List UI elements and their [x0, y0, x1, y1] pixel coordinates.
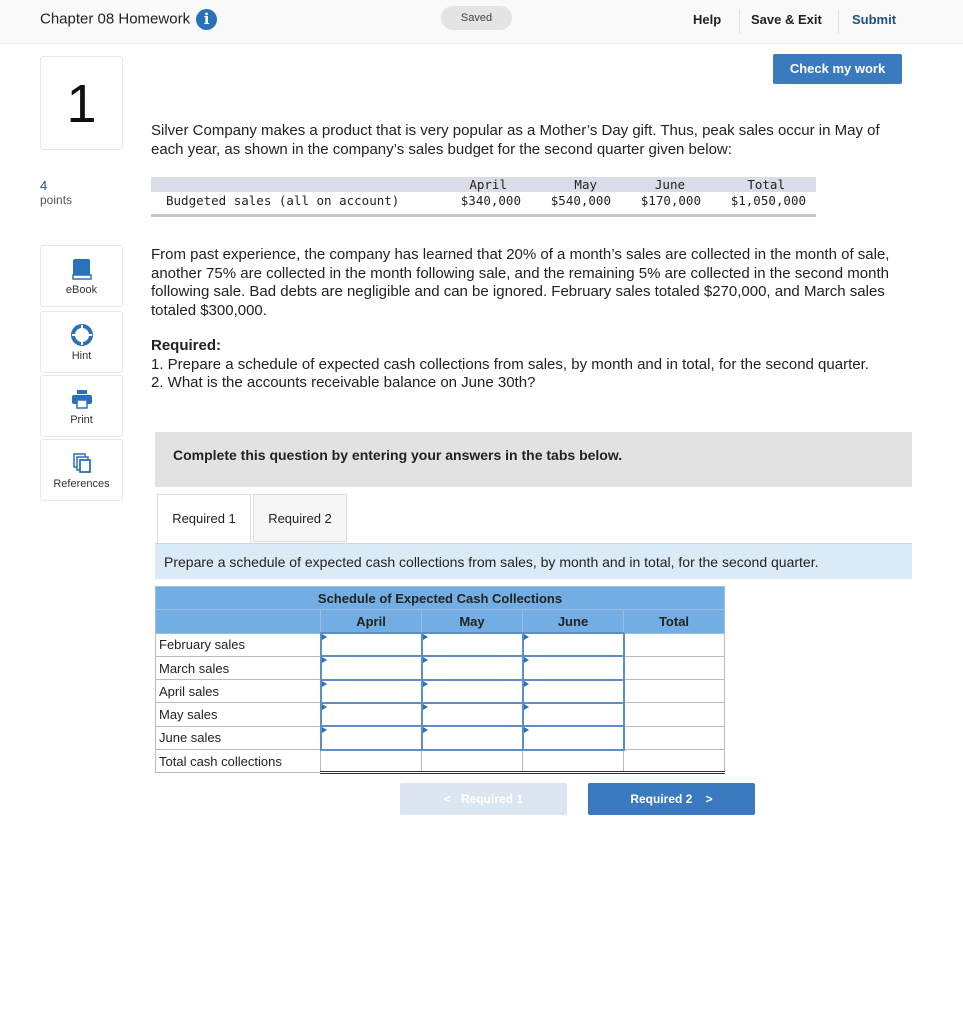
divider — [838, 10, 839, 34]
input-cell — [321, 703, 422, 726]
table-row — [156, 726, 725, 749]
row-label: May sales — [156, 703, 321, 726]
april-input[interactable] — [322, 681, 421, 702]
collection-text: From past experience, the company has learned that 20% of a month’s sales are collected in the month of sale, another 75% are collected in the month following sale, and the remaining 5% are collected in the second month following sale. Bad debts are negligible and can be ignored. February sales totaled $270,000, and March sales totaled $300,000. — [151, 246, 890, 319]
budget-row-label: Budgeted sales (all on account) — [166, 193, 400, 208]
column-header: May — [422, 610, 523, 633]
input-cell — [422, 680, 523, 703]
book-icon — [72, 258, 92, 280]
info-icon[interactable]: i — [196, 9, 217, 30]
save-exit-link[interactable]: Save & Exit — [751, 12, 822, 27]
total-june-cell — [523, 750, 624, 773]
row-label: March sales — [156, 656, 321, 679]
budget-value: $1,050,000 — [730, 193, 806, 208]
input-cell — [523, 680, 624, 703]
print-button[interactable]: Print — [40, 375, 123, 437]
sales-budget-table — [151, 177, 816, 217]
row-label: Total cash collections — [156, 750, 321, 773]
divider — [739, 10, 740, 34]
table-row — [156, 680, 725, 703]
lifebuoy-icon — [71, 324, 93, 346]
schedule-title: Schedule of Expected Cash Collections — [156, 587, 725, 610]
help-link[interactable]: Help — [693, 12, 722, 27]
total-may-cell — [422, 750, 523, 773]
required-section: Required: 1. Prepare a schedule of expected cash collections from sales, by month and in total, for the second quarter. 2. What is the accounts receivable balance on June 30th? — [151, 337, 869, 391]
references-button[interactable]: References — [40, 439, 123, 501]
chevron-left-icon: < — [443, 792, 461, 806]
question-number: 1 — [40, 56, 123, 150]
tab-required-1[interactable]: Required 1 — [157, 494, 251, 543]
table-row — [156, 703, 725, 726]
april-input[interactable] — [322, 727, 421, 748]
june-input[interactable] — [524, 727, 623, 748]
input-cell — [523, 656, 624, 679]
row-label: April sales — [156, 680, 321, 703]
assignment-title: Chapter 08 Homework i — [40, 9, 217, 30]
april-input[interactable] — [322, 704, 421, 725]
blank-header — [156, 610, 321, 633]
intro-text: Silver Company makes a product that is very popular as a Mother’s Day gift. Thus, peak sales occur in May of each year, as shown in the company’s sales budget for the second quarter given below: — [151, 122, 880, 158]
row-total-cell — [624, 633, 725, 656]
row-total-cell — [624, 680, 725, 703]
check-my-work-button[interactable]: Check my work — [773, 54, 902, 84]
budget-value: $340,000 — [460, 193, 521, 208]
tab-required-2[interactable]: Required 2 — [253, 494, 347, 542]
budget-header: May — [574, 177, 597, 192]
input-cell — [523, 633, 624, 656]
budget-value: $170,000 — [640, 193, 701, 208]
input-cell — [422, 703, 523, 726]
tab-instruction: Prepare a schedule of expected cash collections from sales, by month and in total, for the second quarter. — [155, 543, 912, 579]
column-header: June — [523, 610, 624, 633]
prev-required-1-button[interactable]: < Required 1 — [400, 783, 567, 815]
june-input[interactable] — [524, 681, 623, 702]
june-input[interactable] — [524, 657, 623, 678]
input-cell — [422, 633, 523, 656]
input-cell — [321, 633, 422, 656]
june-input[interactable] — [524, 704, 623, 725]
column-header: Total — [624, 610, 725, 633]
may-input[interactable] — [423, 727, 522, 748]
row-total-cell — [624, 726, 725, 749]
may-input[interactable] — [423, 657, 522, 678]
input-cell — [321, 680, 422, 703]
column-header: April — [321, 610, 422, 633]
table-row — [156, 656, 725, 679]
saved-status: Saved — [441, 6, 512, 30]
row-label: February sales — [156, 633, 321, 656]
table-row — [156, 633, 725, 656]
input-cell — [422, 656, 523, 679]
copy-icon — [71, 452, 93, 474]
input-cell — [321, 656, 422, 679]
hint-button[interactable]: Hint — [40, 311, 123, 373]
may-input[interactable] — [423, 704, 522, 725]
budget-header: April — [469, 177, 507, 192]
may-input[interactable] — [423, 634, 522, 655]
ebook-button[interactable]: eBook — [40, 245, 123, 307]
grand-total-cell — [624, 750, 725, 773]
points: 4 points — [40, 178, 73, 207]
budget-header: Total — [747, 177, 785, 192]
input-cell — [523, 703, 624, 726]
april-input[interactable] — [322, 634, 421, 655]
instruction-box: Complete this question by entering your answers in the tabs below. — [155, 432, 912, 487]
input-cell — [321, 726, 422, 749]
submit-link[interactable]: Submit — [852, 12, 897, 27]
input-cell — [523, 726, 624, 749]
total-april-cell — [321, 750, 422, 773]
row-total-cell — [624, 703, 725, 726]
chevron-right-icon: > — [692, 792, 713, 806]
budget-value: $540,000 — [550, 193, 611, 208]
printer-icon — [71, 388, 93, 410]
input-cell — [422, 726, 523, 749]
next-required-2-button[interactable]: Required 2 > — [588, 783, 755, 815]
june-input[interactable] — [524, 634, 623, 655]
april-input[interactable] — [322, 657, 421, 678]
cash-collections-schedule — [155, 586, 725, 774]
budget-header: June — [654, 177, 685, 192]
row-total-cell — [624, 656, 725, 679]
may-input[interactable] — [423, 681, 522, 702]
row-label: June sales — [156, 726, 321, 749]
